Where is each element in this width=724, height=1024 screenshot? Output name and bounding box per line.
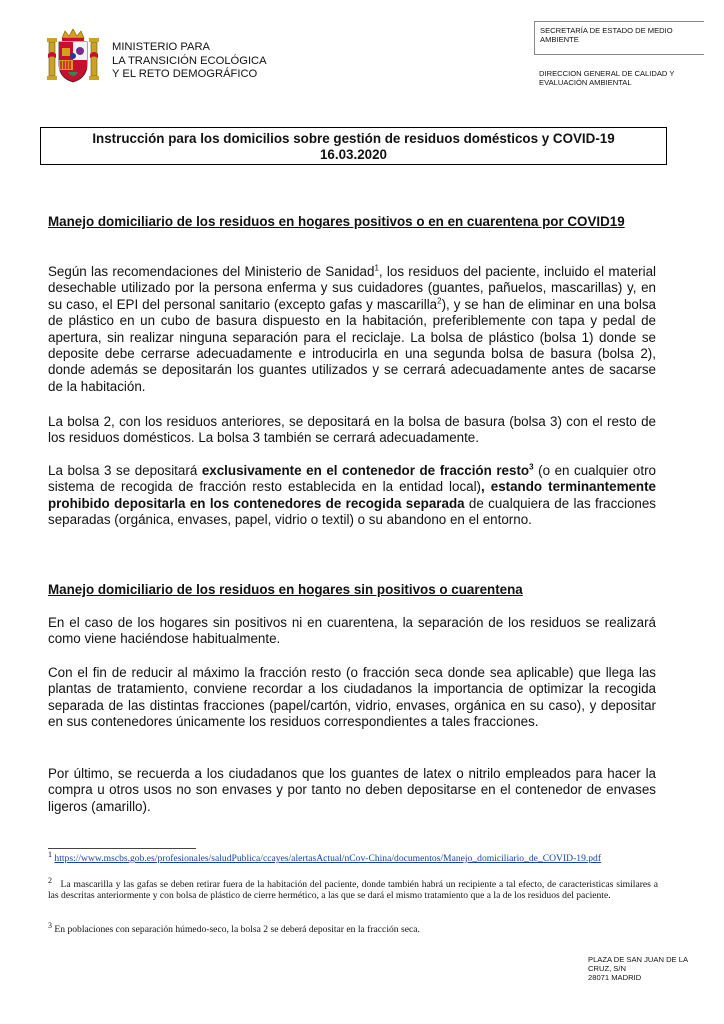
address-line-2: 28071 MADRID xyxy=(588,973,642,982)
section2-paragraph-2: Con el fin de reducir al máximo la fracción resto (o fracción seca donde sea aplicable) que llega las plantas de tratamiento, conviene recordar a los ciudadanos la importancia de optimizar la recogida separada de las distintas fracciones (papel/cartón, vidrio, envases, orgánica en su caso), y depositar en sus contenedores únicamente los residuos correspondientes a tales fracciones. xyxy=(48,665,656,730)
footnote-1-number: 1 xyxy=(48,849,52,859)
address-block xyxy=(588,955,708,982)
footnote-1-link[interactable]: https://www.mscbs.gob.es/profesionales/saludPublica/ccayes/alertasActual/nCov-China/documentos/Manejo_domiciliario_de_COVID-19.pdf xyxy=(54,853,602,864)
s1p3-bold-d: , estando terminantemente prohibido depositarla en los contenedores de recogida separada xyxy=(48,479,657,511)
footnote-3 xyxy=(48,920,658,935)
s1p1-text-b: , los residuos del paciente, incluido el material desechable utilizado por la persona enferma y sus cuidadores (guantes, pañuelos, mascarillas) y, en su caso, el EPI del personal sanitario (excepto gafas y mascarilla xyxy=(48,264,656,312)
footnote-2-number: 2 xyxy=(48,875,52,885)
section1-paragraph-1 xyxy=(48,264,656,395)
ministry-line-1: MINISTERIO PARA xyxy=(112,41,211,53)
s1p1-text-c: ), y se han de eliminar en una bolsa de plástico en un cubo de basura dispuesto en la habitación, preferiblemente con tapa y pedal de apertura, sin realizar ninguna separación para el reciclaje. La bolsa de plástico (bolsa 1) donde se deposite debe cerrarse adecuadamente e introducirla en una segunda bolsa de basura (bolsa 2), donde además se depositarán los guantes utilizados y se cerrará adecuadamente antes de sacarse de la habitación. xyxy=(48,296,656,394)
title-line-1: Instrucción para los domicilios sobre gestión de residuos domésticos y COVID-19 xyxy=(92,131,615,146)
footnote-2-text: La mascarilla y las gafas se deben retirar fuera de la habitación del paciente, donde también habrá un recipiente a tal efecto, de caracteristicas similares a las descritas anteriormente y con bolsa de plástico de cierre hermético, a las que se dará el mismo tratamiento que a la de los residuos del paciente. xyxy=(48,879,658,902)
document-title xyxy=(40,127,667,165)
footnote-ref-3[interactable]: 3 xyxy=(529,462,534,472)
s1p3-text-a: La bolsa 3 se depositará xyxy=(48,463,202,478)
footnote-3-text: En poblaciones con separación húmedo-seco, la bolsa 2 se deberá depositar en la fracción seca. xyxy=(54,924,420,935)
section2-heading: Manejo domiciliario de los residuos en hogares sin positivos o cuarentena xyxy=(48,582,523,597)
section2-paragraph-1: En el caso de los hogares sin positivos ni en cuarentena, la separación de los residuos se realizará como viene haciéndose habitualmente. xyxy=(48,615,656,647)
secretariat-box xyxy=(534,21,704,55)
title-date: 16.03.2020 xyxy=(319,147,388,162)
footnote-3-number: 3 xyxy=(48,920,52,930)
s1p3-text-e: de cualquiera de las fracciones separadas (orgánica, envases, papel, vidrio o textil) o su abandono en el entorno. xyxy=(48,495,657,528)
secretariat-label: SECRETARÍA DE ESTADO DE MEDIO AMBIENTE xyxy=(540,26,673,44)
footnote-2 xyxy=(48,875,658,902)
section1-heading: Manejo domiciliario de los residuos en hogares positivos o en en cuarentena por COVID19 xyxy=(48,214,625,229)
s1p3-bold-b: exclusivamente en el contenedor de fracción resto xyxy=(201,463,530,478)
ministry-name xyxy=(112,41,267,82)
ministry-line-2: LA TRANSICIÓN ECOLÓGICA xyxy=(112,54,267,67)
address-line-1: PLAZA DE SAN JUAN DE LA CRUZ, S/N xyxy=(588,955,688,973)
direction-label: DIRECCION GENERAL DE CALIDAD Y EVALUACIÓN AMBIENTAL xyxy=(539,69,675,87)
footnote-divider xyxy=(48,848,196,849)
ministry-line-3: Y EL RETO DEMOGRÁFICO xyxy=(112,68,258,81)
footnote-ref-1[interactable]: 1 xyxy=(374,263,379,273)
s1p1-text-a: Según las recomendaciones del Ministerio de Sanidad xyxy=(48,264,375,279)
footnote-ref-2[interactable]: 2 xyxy=(437,296,442,306)
s1p3-text-c: (o en cualquier otro sistema de recogida de fracción resto establecida en la entidad local) xyxy=(48,463,656,495)
section1-paragraph-2: La bolsa 2, con los residuos anteriores, se depositará en la bolsa de basura (bolsa 3) con el resto de los residuos domésticos. La bolsa 3 también se cerrará adecuadamente. xyxy=(48,414,656,446)
coat-of-arms-icon xyxy=(46,28,100,84)
section1-paragraph-3 xyxy=(48,463,656,529)
section2-paragraph-3: Por último, se recuerda a los ciudadanos que los guantes de latex o nitrilo empleados para hacer la compra u otros usos no son envases y por tanto no deben depositarse en el contenedor de envases ligeros (amarillo). xyxy=(48,766,656,814)
footnote-1 xyxy=(48,849,658,864)
